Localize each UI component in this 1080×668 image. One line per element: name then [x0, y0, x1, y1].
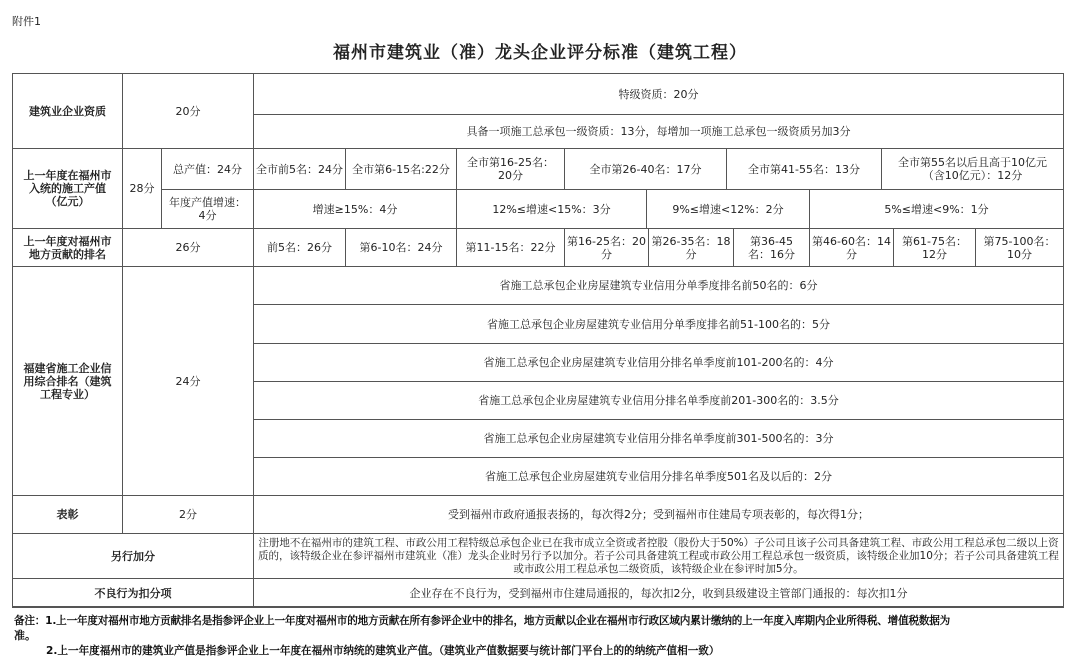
total-output-tier-3: 全市第16-25名：20分	[456, 148, 565, 190]
growth-tier-3: 9%≤增速<12%：2分	[646, 189, 810, 229]
penalty-label: 不良行为扣分项	[12, 578, 254, 608]
commendation-score: 2分	[122, 495, 254, 534]
total-output-tier-6: 全市第55名以后且高于10亿元（含10亿元）：12分	[881, 148, 1064, 190]
commendation-label: 表彰	[12, 495, 123, 534]
local-tier-5: 第26-35名：18分	[648, 228, 734, 267]
credit-tier-6: 省施工总承包企业房屋建筑专业信用分排名单季度501名及以后的：2分	[253, 457, 1064, 496]
total-output-tier-5: 全市第41-55名：13分	[726, 148, 882, 190]
extra-points-label: 另行加分	[12, 533, 254, 579]
credit-tier-4: 省施工总承包企业房屋建筑专业信用分排名单季度前201-300名的：3.5分	[253, 381, 1064, 420]
local-contribution-score: 26分	[122, 228, 254, 267]
note-1-continued: 准。	[14, 629, 36, 642]
penalty-rule: 企业存在不良行为，受到福州市住建局通报的，每次扣2分，收到县级建设主管部门通报的：每次扣1分	[253, 578, 1064, 608]
local-tier-9: 第75-100名：10分	[975, 228, 1064, 267]
credit-ranking-label: 福建省施工企业信用综合排名（建筑工程专业）	[12, 266, 123, 496]
commendation-rule: 受到福州市政府通报表扬的，每次得2分；受到福州市住建局专项表彰的，每次得1分；	[253, 495, 1064, 534]
credit-tier-1: 省施工总承包企业房屋建筑专业信用分单季度排名前50名的：6分	[253, 266, 1064, 305]
credit-tier-5: 省施工总承包企业房屋建筑专业信用分排名单季度前301-500名的：3分	[253, 419, 1064, 458]
total-output-tier-1: 全市前5名：24分	[253, 148, 346, 190]
output-value-score: 28分	[122, 148, 162, 229]
credit-tier-3: 省施工总承包企业房屋建筑专业信用分排名单季度前101-200名的：4分	[253, 343, 1064, 382]
total-output-label: 总产值：24分	[161, 148, 254, 190]
total-output-tier-2: 全市第6-15名:22分	[345, 148, 457, 190]
growth-tier-4: 5%≤增速<9%：1分	[809, 189, 1064, 229]
attachment-label: 附件1	[12, 15, 41, 28]
local-tier-7: 第46-60名：14分	[809, 228, 894, 267]
growth-tier-2: 12%≤增速<15%：3分	[456, 189, 647, 229]
local-tier-3: 第11-15名：22分	[456, 228, 565, 267]
page-title: 福州市建筑业（准）龙头企业评分标准（建筑工程）	[333, 43, 747, 63]
output-value-label: 上一年度在福州市入统的施工产值（亿元）	[12, 148, 123, 229]
qualification-rule-1: 特级资质：20分	[253, 73, 1064, 115]
total-output-tier-4: 全市第26-40名：17分	[564, 148, 727, 190]
qualification-score: 20分	[122, 73, 254, 149]
growth-tier-1: 增速≥15%：4分	[253, 189, 457, 229]
local-tier-2: 第6-10名：24分	[345, 228, 457, 267]
growth-label: 年度产值增速：4分	[161, 189, 254, 229]
local-tier-8: 第61-75名：12分	[893, 228, 976, 267]
local-tier-1: 前5名：26分	[253, 228, 346, 267]
note-2: 2.上一年度福州市的建筑业产值是指参评企业上一年度在福州市纳统的建筑业产值。（建筑业产值数据要与统计部门平台上的的纳统产值相一致）	[46, 645, 720, 657]
qualification-label: 建筑业企业资质	[12, 73, 123, 149]
qualification-rule-2: 具备一项施工总承包一级资质：13分，每增加一项施工总承包一级资质另加3分	[253, 114, 1064, 149]
credit-ranking-score: 24分	[122, 266, 254, 496]
local-tier-4: 第16-25名：20分	[564, 228, 649, 267]
note-1: 备注：1.上一年度对福州市地方贡献排名是指参评企业上一年度对福州市的地方贡献在所有参评企业中的排名，地方贡献以企业在福州市行政区域内累计缴纳的上一年度入库期内企业所得税、增值税数据为	[14, 615, 951, 627]
local-tier-6: 第36-45名：16分	[733, 228, 810, 267]
extra-points-rule: 注册地不在福州市的建筑工程、市政公用工程特级总承包企业已在我市成立全资或者控股（股份大于50%）子公司且该子公司具备建筑工程、市政公用工程总承包二级以上资质的，该特级企业在参评福州市建筑业（准）龙头企业时另行予以加分。若子公司具备建筑工程或市政公用工程总承包一级资质，该特级企业加10分；若子公司具备建筑工程或市政公用工程总承包二级资质，该特级企业在参评时加5分。	[253, 533, 1064, 579]
local-contribution-label: 上一年度对福州市地方贡献的排名	[12, 228, 123, 267]
credit-tier-2: 省施工总承包企业房屋建筑专业信用分单季度排名前51-100名的：5分	[253, 304, 1064, 344]
